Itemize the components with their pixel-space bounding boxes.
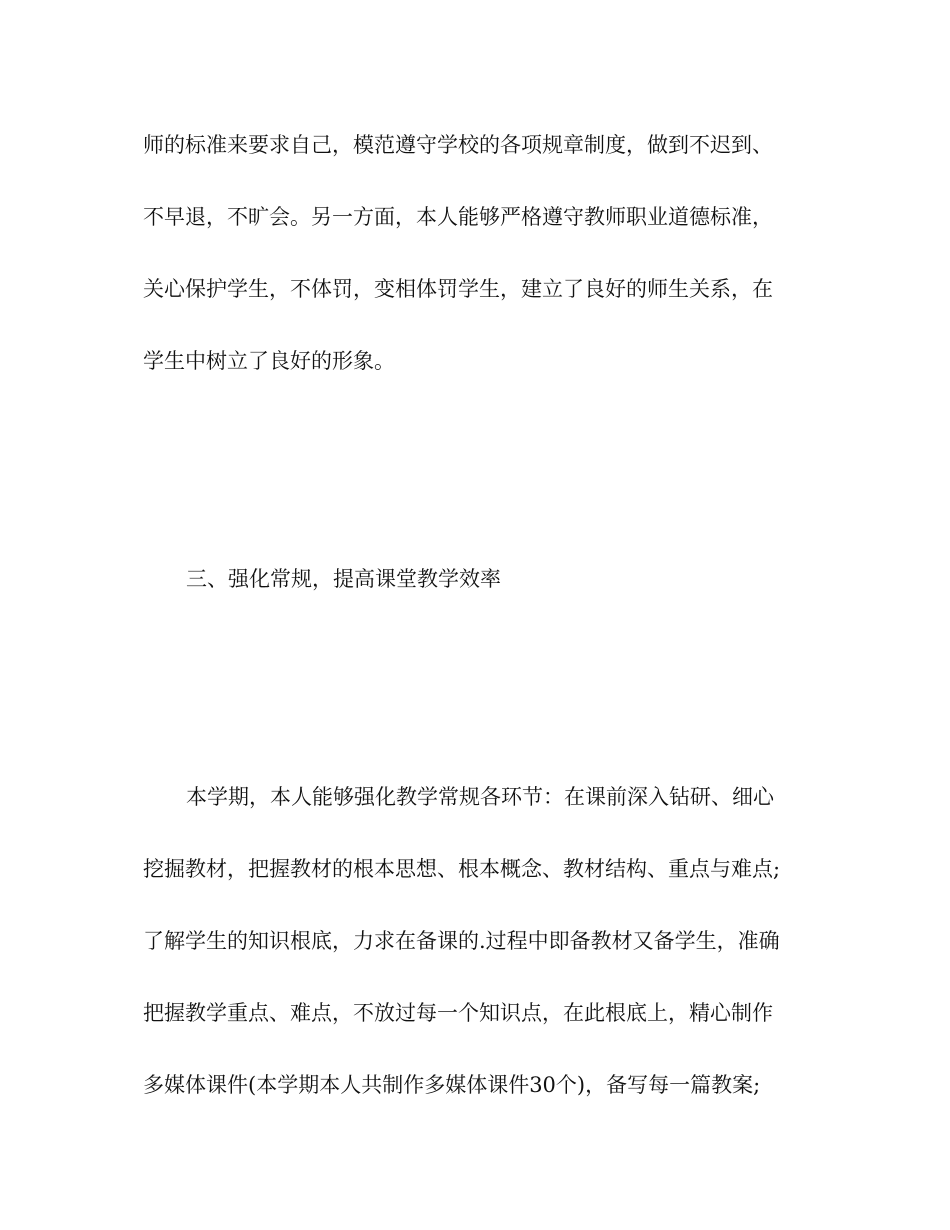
paragraph-line: 不早退，不旷会。另一方面，本人能够严格遵守教师职业道德标准， xyxy=(143,205,773,229)
section-heading: 三、强化常规，提高课堂教学效率 xyxy=(186,567,501,591)
paragraph-line: 本学期，本人能够强化教学常规各环节：在课前深入钻研、细心 xyxy=(186,785,774,809)
paragraph-line: 师的标准来要求自己，模范遵守学校的各项规章制度，做到不迟到、 xyxy=(143,133,773,157)
paragraph-line: 了解学生的知识根底，力求在备课的.过程中即备教材又备学生，准确 xyxy=(143,929,780,953)
paragraph-line: 关心保护学生，不体罚，变相体罚学生，建立了良好的师生关系，在 xyxy=(143,277,773,301)
paragraph-line: 挖掘教材，把握教材的根本思想、根本概念、教材结构、重点与难点; xyxy=(143,857,781,881)
paragraph-line: 多媒体课件(本学期本人共制作多媒体课件30个)，备写每一篇教案; xyxy=(143,1073,761,1097)
paragraph-line: 学生中树立了良好的形象。 xyxy=(143,349,395,373)
paragraph-line: 把握教学重点、难点，不放过每一个知识点，在此根底上，精心制作 xyxy=(143,1001,773,1025)
